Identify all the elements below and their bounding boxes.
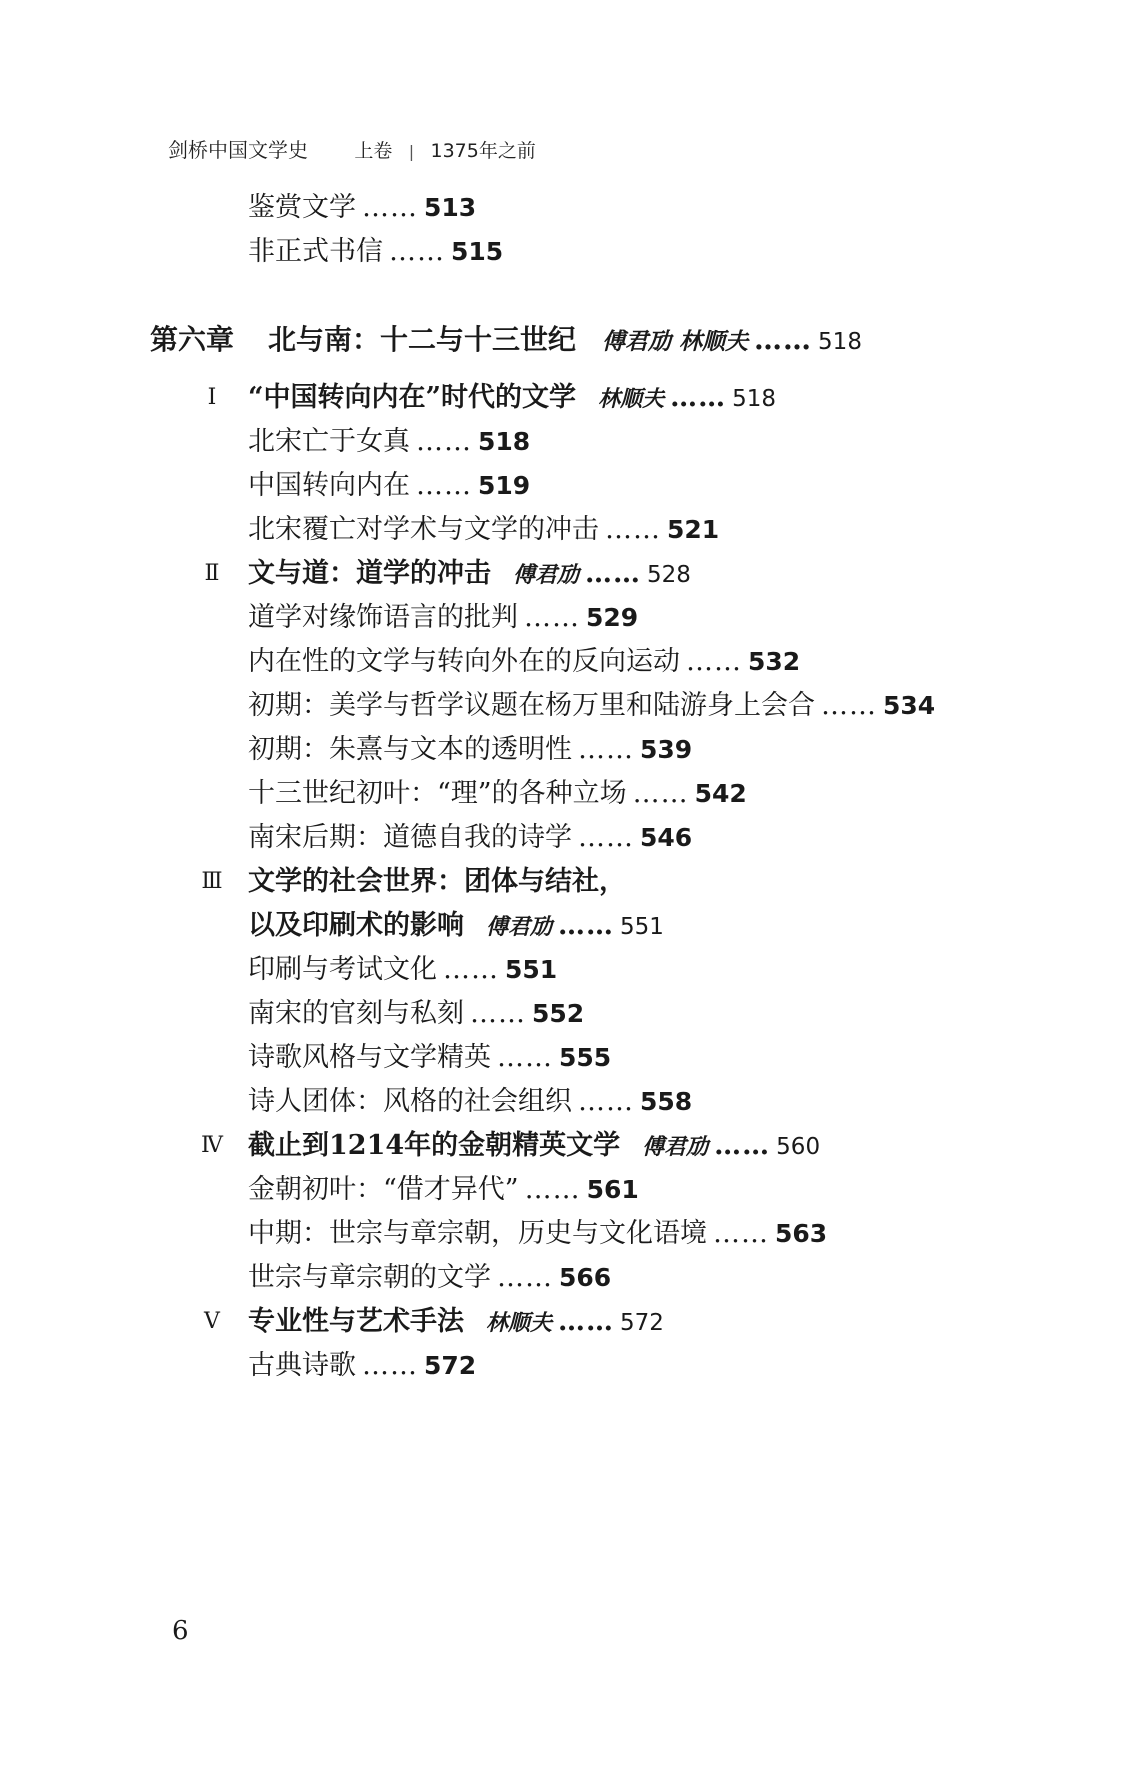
toc-entry: 印刷与考试文化 …… 551 (248, 954, 558, 985)
section-heading: 专业性与艺术手法 林顺夫 …… 572 (248, 1306, 664, 1337)
toc-entry: 北宋覆亡对学术与文学的冲击 …… 521 (248, 514, 720, 545)
section-heading: “中国转向内在”时代的文学 林顺夫 …… 518 (248, 382, 776, 413)
volume-label: 上卷 (354, 140, 393, 162)
toc-entry: 南宋的官刻与私刻 …… 552 (248, 998, 585, 1029)
chapter-page: 518 (818, 329, 862, 355)
toc-entry: 北宋亡于女真 …… 518 (248, 426, 531, 457)
section-numeral: Ⅲ (201, 869, 223, 894)
toc-entry: 古典诗歌 …… 572 (248, 1350, 477, 1381)
toc-entry: 道学对缘饰语言的批判 …… 529 (248, 602, 639, 633)
chapter-authors: 傅君劢 林顺夫 (602, 328, 749, 355)
section-heading: 截止到1214年的金朝精英文学 傅君劢 …… 560 (248, 1130, 821, 1161)
period-label: 1375年之前 (430, 140, 536, 162)
section-heading: 文与道：道学的冲击 傅君劢 …… 528 (248, 558, 691, 589)
toc-entry: 十三世纪初叶：“理”的各种立场 …… 542 (248, 778, 747, 809)
toc-entry: 中期：世宗与章宗朝，历史与文化语境 …… 563 (248, 1218, 828, 1249)
section-numeral: Ⅳ (201, 1133, 223, 1158)
toc-entry: 中国转向内在 …… 519 (248, 470, 531, 501)
chapter-heading: 第六章 北与南：十二与十三世纪 傅君劢 林顺夫 …… 518 (150, 323, 862, 356)
toc-entry: 内在性的文学与转向外在的反向运动 …… 532 (248, 646, 801, 677)
toc-entry: 初期：美学与哲学议题在杨万里和陆游身上会合 …… 534 (248, 690, 936, 721)
toc-entry: 鉴赏文学 …… 513 (248, 192, 477, 223)
toc-entry: 初期：朱熹与文本的透明性 …… 539 (248, 734, 693, 765)
toc-entry: 世宗与章宗朝的文学 …… 566 (248, 1262, 612, 1293)
chapter-number: 第六章 (150, 323, 235, 356)
book-title: 剑桥中国文学史 (168, 138, 308, 162)
toc-entry: 诗歌风格与文学精英 …… 555 (248, 1042, 612, 1073)
section-heading: 文学的社会世界：团体与结社， (248, 866, 626, 897)
running-header (168, 134, 536, 163)
section-numeral: Ⅴ (204, 1309, 220, 1334)
header-separator: | (408, 142, 415, 161)
toc-entry: 非正式书信 …… 515 (248, 236, 504, 267)
page-number: 6 (172, 1616, 189, 1646)
toc-entry: 金朝初叶：“借才异代” …… 561 (248, 1174, 639, 1205)
section-heading-cont: 以及印刷术的影响 傅君劢 …… 551 (248, 910, 664, 941)
section-numeral: Ⅱ (204, 561, 220, 586)
chapter-title: 北与南：十二与十三世纪 (268, 323, 577, 356)
toc-entry: 诗人团体：风格的社会组织 …… 558 (248, 1086, 693, 1117)
section-numeral: Ⅰ (207, 385, 217, 410)
toc-entry: 南宋后期：道德自我的诗学 …… 546 (248, 822, 693, 853)
